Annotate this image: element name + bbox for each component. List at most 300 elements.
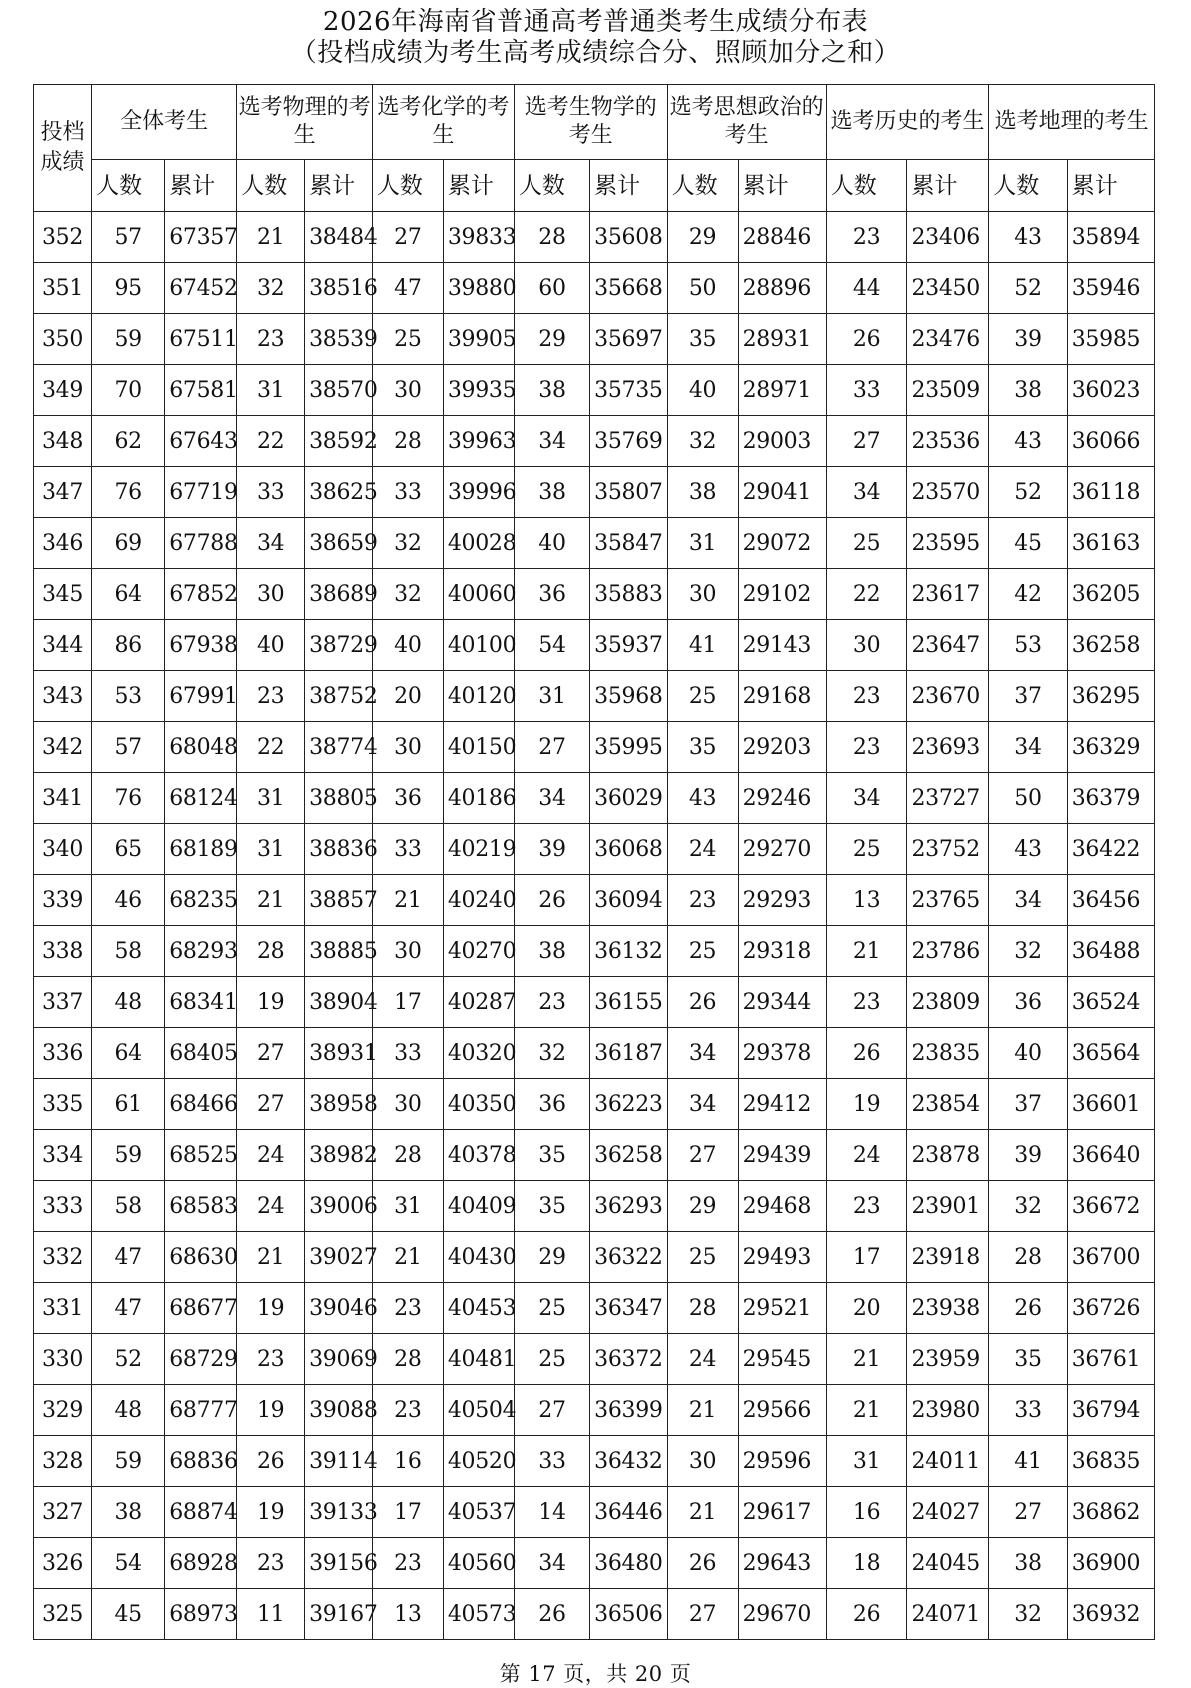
count-cell: 43	[989, 416, 1068, 467]
count-cell: 26	[514, 1589, 589, 1640]
cumulative-cell: 40186	[443, 773, 514, 824]
cumulative-cell: 23647	[907, 620, 989, 671]
cumulative-cell: 36163	[1067, 518, 1154, 569]
cumulative-cell: 36029	[590, 773, 667, 824]
cumulative-cell: 23809	[907, 977, 989, 1028]
count-cell: 46	[92, 875, 165, 926]
cumulative-cell: 38904	[305, 977, 373, 1028]
cumulative-column-header: 累计	[907, 160, 989, 212]
cumulative-cell: 36118	[1067, 467, 1154, 518]
cumulative-cell: 39935	[443, 365, 514, 416]
cumulative-cell: 36672	[1067, 1181, 1154, 1232]
cumulative-cell: 29041	[738, 467, 826, 518]
count-cell: 45	[989, 518, 1068, 569]
count-cell: 48	[92, 1385, 165, 1436]
cumulative-cell: 28971	[738, 365, 826, 416]
score-cell: 347	[34, 467, 92, 518]
count-cell: 27	[237, 1079, 305, 1130]
cumulative-cell: 29168	[738, 671, 826, 722]
count-cell: 36	[514, 569, 589, 620]
count-cell: 34	[514, 416, 589, 467]
count-cell: 26	[826, 1589, 907, 1640]
count-cell: 20	[826, 1283, 907, 1334]
cumulative-cell: 39996	[443, 467, 514, 518]
count-cell: 28	[667, 1283, 738, 1334]
count-cell: 53	[92, 671, 165, 722]
count-cell: 43	[667, 773, 738, 824]
count-cell: 52	[989, 263, 1068, 314]
table-row	[34, 1130, 1155, 1181]
cumulative-cell: 29617	[738, 1487, 826, 1538]
count-column-header: 人数	[514, 160, 589, 212]
cumulative-cell: 36456	[1067, 875, 1154, 926]
cumulative-cell: 40409	[443, 1181, 514, 1232]
cumulative-cell: 36488	[1067, 926, 1154, 977]
count-cell: 23	[826, 1181, 907, 1232]
count-cell: 23	[826, 722, 907, 773]
cumulative-cell: 24011	[907, 1436, 989, 1487]
cumulative-cell: 67991	[165, 671, 237, 722]
cumulative-cell: 36862	[1067, 1487, 1154, 1538]
count-cell: 35	[667, 314, 738, 365]
cumulative-cell: 36794	[1067, 1385, 1154, 1436]
cumulative-cell: 36329	[1067, 722, 1154, 773]
cumulative-cell: 36422	[1067, 824, 1154, 875]
count-cell: 69	[92, 518, 165, 569]
cumulative-cell: 38689	[305, 569, 373, 620]
cumulative-cell: 39833	[443, 212, 514, 263]
page-footer: 第 17 页，共 20 页	[499, 1662, 692, 1686]
cumulative-cell: 40378	[443, 1130, 514, 1181]
cumulative-cell: 29102	[738, 569, 826, 620]
cumulative-cell: 68630	[165, 1232, 237, 1283]
cumulative-cell: 28896	[738, 263, 826, 314]
count-cell: 23	[372, 1538, 443, 1589]
count-cell: 65	[92, 824, 165, 875]
count-cell: 38	[514, 365, 589, 416]
cumulative-cell: 36900	[1067, 1538, 1154, 1589]
cumulative-cell: 39027	[305, 1232, 373, 1283]
score-cell: 346	[34, 518, 92, 569]
cumulative-cell: 38982	[305, 1130, 373, 1181]
count-cell: 24	[237, 1130, 305, 1181]
cumulative-cell: 38805	[305, 773, 373, 824]
cumulative-cell: 40537	[443, 1487, 514, 1538]
score-cell: 345	[34, 569, 92, 620]
cumulative-cell: 38752	[305, 671, 373, 722]
count-cell: 34	[826, 773, 907, 824]
cumulative-cell: 36506	[590, 1589, 667, 1640]
count-cell: 38	[667, 467, 738, 518]
table-row	[34, 671, 1155, 722]
cumulative-cell: 36066	[1067, 416, 1154, 467]
count-cell: 28	[989, 1232, 1068, 1283]
count-cell: 37	[989, 1079, 1068, 1130]
count-cell: 13	[372, 1589, 443, 1640]
cumulative-cell: 39156	[305, 1538, 373, 1589]
cumulative-cell: 38516	[305, 263, 373, 314]
cumulative-cell: 40504	[443, 1385, 514, 1436]
count-cell: 59	[92, 1436, 165, 1487]
cumulative-cell: 40573	[443, 1589, 514, 1640]
table-row	[34, 620, 1155, 671]
group-header: 选考历史的考生	[826, 85, 988, 160]
table-row	[34, 1589, 1155, 1640]
count-cell: 30	[667, 1436, 738, 1487]
cumulative-cell: 68874	[165, 1487, 237, 1538]
cumulative-cell: 29596	[738, 1436, 826, 1487]
count-cell: 22	[826, 569, 907, 620]
cumulative-cell: 40350	[443, 1079, 514, 1130]
cumulative-cell: 35995	[590, 722, 667, 773]
count-cell: 34	[514, 773, 589, 824]
count-cell: 62	[92, 416, 165, 467]
score-cell: 329	[34, 1385, 92, 1436]
cumulative-cell: 68048	[165, 722, 237, 773]
count-cell: 45	[92, 1589, 165, 1640]
table-row	[34, 518, 1155, 569]
count-cell: 28	[237, 926, 305, 977]
cumulative-cell: 36524	[1067, 977, 1154, 1028]
table-row	[34, 314, 1155, 365]
cumulative-cell: 23693	[907, 722, 989, 773]
cumulative-cell: 23570	[907, 467, 989, 518]
count-cell: 52	[989, 467, 1068, 518]
cumulative-cell: 29493	[738, 1232, 826, 1283]
count-cell: 33	[372, 824, 443, 875]
count-cell: 50	[989, 773, 1068, 824]
table-row	[34, 416, 1155, 467]
count-cell: 23	[667, 875, 738, 926]
cumulative-cell: 36835	[1067, 1436, 1154, 1487]
cumulative-cell: 40219	[443, 824, 514, 875]
cumulative-cell: 29670	[738, 1589, 826, 1640]
cumulative-cell: 40520	[443, 1436, 514, 1487]
cumulative-cell: 39167	[305, 1589, 373, 1640]
count-cell: 28	[372, 416, 443, 467]
count-cell: 17	[826, 1232, 907, 1283]
score-cell: 349	[34, 365, 92, 416]
cumulative-cell: 23938	[907, 1283, 989, 1334]
count-cell: 31	[514, 671, 589, 722]
count-cell: 32	[372, 518, 443, 569]
count-cell: 32	[989, 1589, 1068, 1640]
cumulative-cell: 23536	[907, 416, 989, 467]
table-row	[34, 722, 1155, 773]
table-row	[34, 1538, 1155, 1589]
group-header: 选考化学的考生	[372, 85, 514, 160]
cumulative-cell: 40320	[443, 1028, 514, 1079]
count-cell: 24	[237, 1181, 305, 1232]
table-row	[34, 1232, 1155, 1283]
cumulative-cell: 36446	[590, 1487, 667, 1538]
count-cell: 26	[667, 1538, 738, 1589]
cumulative-cell: 38625	[305, 467, 373, 518]
score-cell: 336	[34, 1028, 92, 1079]
count-cell: 70	[92, 365, 165, 416]
subheader-row	[34, 160, 1155, 212]
count-cell: 24	[826, 1130, 907, 1181]
cumulative-cell: 38592	[305, 416, 373, 467]
score-cell: 343	[34, 671, 92, 722]
cumulative-cell: 36640	[1067, 1130, 1154, 1181]
cumulative-cell: 38836	[305, 824, 373, 875]
count-cell: 64	[92, 569, 165, 620]
count-cell: 29	[514, 314, 589, 365]
score-cell: 350	[34, 314, 92, 365]
table-row	[34, 263, 1155, 314]
count-cell: 40	[514, 518, 589, 569]
count-cell: 47	[372, 263, 443, 314]
cumulative-cell: 36564	[1067, 1028, 1154, 1079]
count-cell: 25	[667, 671, 738, 722]
cumulative-cell: 68777	[165, 1385, 237, 1436]
cumulative-cell: 67643	[165, 416, 237, 467]
table-row	[34, 773, 1155, 824]
count-cell: 36	[372, 773, 443, 824]
cumulative-cell: 23476	[907, 314, 989, 365]
count-cell: 58	[92, 1181, 165, 1232]
score-cell: 326	[34, 1538, 92, 1589]
cumulative-cell: 39133	[305, 1487, 373, 1538]
table-row	[34, 212, 1155, 263]
score-cell: 341	[34, 773, 92, 824]
count-cell: 95	[92, 263, 165, 314]
cumulative-cell: 29643	[738, 1538, 826, 1589]
count-cell: 19	[237, 1385, 305, 1436]
cumulative-cell: 36223	[590, 1079, 667, 1130]
count-cell: 33	[989, 1385, 1068, 1436]
count-cell: 37	[989, 671, 1068, 722]
count-cell: 38	[514, 926, 589, 977]
count-cell: 32	[514, 1028, 589, 1079]
title-block	[0, 6, 1191, 68]
count-cell: 54	[514, 620, 589, 671]
cumulative-cell: 23835	[907, 1028, 989, 1079]
count-cell: 54	[92, 1538, 165, 1589]
count-cell: 23	[237, 1334, 305, 1385]
table-row	[34, 1334, 1155, 1385]
score-cell: 337	[34, 977, 92, 1028]
cumulative-cell: 36155	[590, 977, 667, 1028]
count-cell: 33	[237, 467, 305, 518]
score-cell: 342	[34, 722, 92, 773]
cumulative-cell: 38931	[305, 1028, 373, 1079]
group-header: 全体考生	[92, 85, 237, 160]
count-cell: 44	[826, 263, 907, 314]
cumulative-cell: 29293	[738, 875, 826, 926]
cumulative-cell: 67938	[165, 620, 237, 671]
score-cell: 351	[34, 263, 92, 314]
cumulative-cell: 36258	[590, 1130, 667, 1181]
cumulative-cell: 36132	[590, 926, 667, 977]
cumulative-cell: 23959	[907, 1334, 989, 1385]
count-cell: 34	[989, 722, 1068, 773]
count-cell: 25	[667, 1232, 738, 1283]
count-cell: 27	[372, 212, 443, 263]
count-cell: 32	[989, 926, 1068, 977]
count-cell: 25	[372, 314, 443, 365]
count-cell: 26	[237, 1436, 305, 1487]
count-cell: 30	[826, 620, 907, 671]
count-cell: 43	[989, 824, 1068, 875]
cumulative-column-header: 累计	[443, 160, 514, 212]
cumulative-cell: 23406	[907, 212, 989, 263]
cumulative-cell: 35697	[590, 314, 667, 365]
count-cell: 25	[514, 1283, 589, 1334]
table-row	[34, 365, 1155, 416]
cumulative-cell: 23918	[907, 1232, 989, 1283]
count-cell: 31	[237, 824, 305, 875]
count-cell: 27	[989, 1487, 1068, 1538]
table-row	[34, 1028, 1155, 1079]
cumulative-cell: 36295	[1067, 671, 1154, 722]
count-cell: 86	[92, 620, 165, 671]
count-cell: 21	[237, 875, 305, 926]
count-cell: 25	[826, 824, 907, 875]
count-cell: 29	[667, 1181, 738, 1232]
cumulative-cell: 40481	[443, 1334, 514, 1385]
count-cell: 14	[514, 1487, 589, 1538]
cumulative-cell: 29468	[738, 1181, 826, 1232]
count-cell: 11	[237, 1589, 305, 1640]
cumulative-cell: 36258	[1067, 620, 1154, 671]
count-cell: 43	[989, 212, 1068, 263]
cumulative-cell: 68928	[165, 1538, 237, 1589]
cumulative-cell: 23450	[907, 263, 989, 314]
count-cell: 21	[372, 1232, 443, 1283]
cumulative-cell: 29344	[738, 977, 826, 1028]
count-cell: 23	[237, 671, 305, 722]
cumulative-cell: 29545	[738, 1334, 826, 1385]
cumulative-cell: 38958	[305, 1079, 373, 1130]
count-cell: 76	[92, 773, 165, 824]
count-cell: 21	[667, 1487, 738, 1538]
count-cell: 59	[92, 314, 165, 365]
cumulative-cell: 36372	[590, 1334, 667, 1385]
table-row	[34, 1181, 1155, 1232]
count-cell: 30	[667, 569, 738, 620]
cumulative-cell: 68189	[165, 824, 237, 875]
count-column-header: 人数	[372, 160, 443, 212]
count-cell: 53	[989, 620, 1068, 671]
cumulative-cell: 35883	[590, 569, 667, 620]
cumulative-cell: 67719	[165, 467, 237, 518]
cumulative-column-header: 累计	[1067, 160, 1154, 212]
cumulative-cell: 23878	[907, 1130, 989, 1181]
cumulative-cell: 35985	[1067, 314, 1154, 365]
count-cell: 33	[826, 365, 907, 416]
score-cell: 332	[34, 1232, 92, 1283]
score-cell: 338	[34, 926, 92, 977]
count-cell: 23	[514, 977, 589, 1028]
count-cell: 38	[989, 365, 1068, 416]
count-cell: 33	[372, 1028, 443, 1079]
count-cell: 33	[514, 1436, 589, 1487]
count-cell: 57	[92, 212, 165, 263]
cumulative-cell: 40270	[443, 926, 514, 977]
count-cell: 23	[826, 212, 907, 263]
cumulative-cell: 29439	[738, 1130, 826, 1181]
cumulative-cell: 40150	[443, 722, 514, 773]
count-cell: 34	[989, 875, 1068, 926]
cumulative-cell: 40240	[443, 875, 514, 926]
cumulative-cell: 36205	[1067, 569, 1154, 620]
cumulative-cell: 36399	[590, 1385, 667, 1436]
count-cell: 17	[372, 1487, 443, 1538]
score-cell: 335	[34, 1079, 92, 1130]
cumulative-cell: 67511	[165, 314, 237, 365]
cumulative-cell: 28846	[738, 212, 826, 263]
score-cell: 334	[34, 1130, 92, 1181]
count-cell: 19	[237, 1283, 305, 1334]
cumulative-cell: 39088	[305, 1385, 373, 1436]
cumulative-cell: 67581	[165, 365, 237, 416]
count-cell: 27	[514, 1385, 589, 1436]
cumulative-cell: 29270	[738, 824, 826, 875]
cumulative-cell: 23617	[907, 569, 989, 620]
count-cell: 23	[372, 1385, 443, 1436]
count-cell: 29	[514, 1232, 589, 1283]
count-cell: 22	[237, 416, 305, 467]
score-cell: 328	[34, 1436, 92, 1487]
cumulative-cell: 38857	[305, 875, 373, 926]
count-cell: 38	[514, 467, 589, 518]
table-row	[34, 1487, 1155, 1538]
count-cell: 19	[237, 977, 305, 1028]
count-cell: 76	[92, 467, 165, 518]
cumulative-cell: 28931	[738, 314, 826, 365]
count-cell: 30	[372, 722, 443, 773]
table-row	[34, 977, 1155, 1028]
cumulative-cell: 36187	[590, 1028, 667, 1079]
count-cell: 42	[989, 569, 1068, 620]
count-cell: 34	[237, 518, 305, 569]
count-cell: 30	[372, 926, 443, 977]
score-cell: 327	[34, 1487, 92, 1538]
count-cell: 25	[667, 926, 738, 977]
cumulative-cell: 23786	[907, 926, 989, 977]
count-cell: 16	[372, 1436, 443, 1487]
count-cell: 39	[989, 1130, 1068, 1181]
cumulative-cell: 29203	[738, 722, 826, 773]
table-row	[34, 569, 1155, 620]
cumulative-cell: 36094	[590, 875, 667, 926]
count-cell: 28	[372, 1130, 443, 1181]
cumulative-cell: 29246	[738, 773, 826, 824]
count-cell: 64	[92, 1028, 165, 1079]
score-cell: 344	[34, 620, 92, 671]
score-cell: 340	[34, 824, 92, 875]
count-cell: 26	[514, 875, 589, 926]
cumulative-cell: 39963	[443, 416, 514, 467]
count-cell: 17	[372, 977, 443, 1028]
count-cell: 31	[237, 773, 305, 824]
count-cell: 23	[237, 314, 305, 365]
count-cell: 50	[667, 263, 738, 314]
cumulative-cell: 29318	[738, 926, 826, 977]
cumulative-cell: 35735	[590, 365, 667, 416]
count-cell: 38	[92, 1487, 165, 1538]
count-cell: 21	[372, 875, 443, 926]
cumulative-cell: 68466	[165, 1079, 237, 1130]
cumulative-cell: 38659	[305, 518, 373, 569]
count-cell: 39	[514, 824, 589, 875]
table-body	[34, 212, 1155, 1640]
count-cell: 13	[826, 875, 907, 926]
count-cell: 28	[514, 212, 589, 263]
cumulative-cell: 23727	[907, 773, 989, 824]
